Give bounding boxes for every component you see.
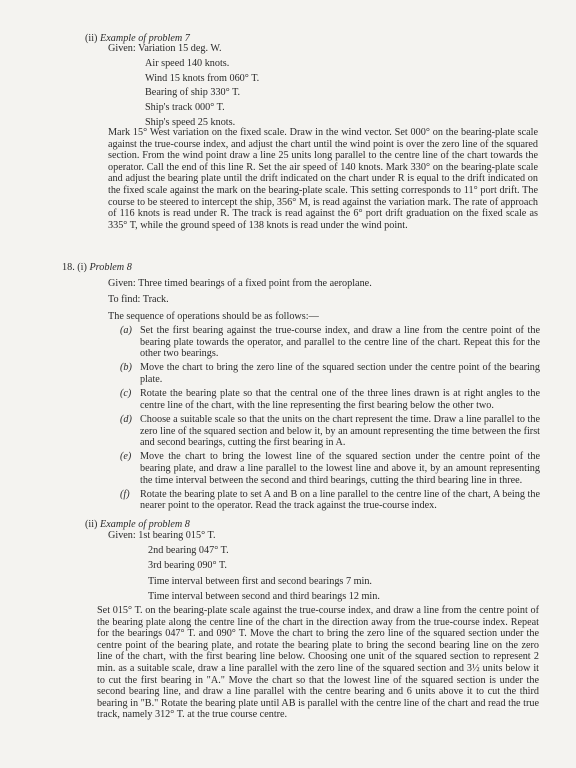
given-line: Bearing of ship 330° T. [145,87,241,99]
example-8-title: Example of problem 8 [100,519,190,530]
section-number: 18. (i) [62,262,87,273]
given-line: 3rd bearing 090° T. [148,560,227,572]
list-item: (c) Rotate the bearing plate so that the central one of the three lines drawn is at right angles to the centre line of the chart, with the line representing the first bearing below the other two. [120,388,540,411]
given-line: Ship's track 000° T. [145,102,225,114]
list-item: (a) Set the first bearing against the true-course index, and draw a line from the centre point of the bearing plate towards the operator, and parallel to the centre line of the chart. Repeat this for the other two bearings. [120,325,540,360]
example-7-given [108,42,259,131]
given-label: Given: [108,530,136,541]
problem-8-to-find: To find: Track. [108,294,169,305]
example-7-paragraph: Mark 15° West variation on the fixed scale. Draw in the wind vector. Set 000° on the bearing-plate scale against the true-course index, and adjust the chart until the wind point is over the zero line of the squared section. From the wind point draw a line 25 units long parallel to the centre line of the chart towards the operator. Call the end of this line R. Set the air speed of 140 knots. Mark 330° on the bearing-plate scale and adjust the bearing plate until the drift indicated on the chart under R is equal to the drift indicated on the fixed scale against the mark on the bearing-plate scale. This setting corresponds to 11° port drift. The course to be steered to intercept the ship, 356° M, is read against the variation mark. The rate of approach of 116 knots is read under R. The track is read against the 6° port drift graduation on the fixed scale as 335° T, while the ground speed of 138 knots is read under the wind point. [108,127,538,231]
example-8-paragraph: Set 015° T. on the bearing-plate scale against the true-course index, and draw a line from the centre point of the bearing plate along the centre line of the chart in the direction away from the true-course index. Repeat for the bearings 047° T. and 090° T. Move the chart to bring the zero line of the squared section under the centre point of the bearing plate, and rotate the bearing plate to bring the second bearing line on the zero line of the chart, with the first bearing line below. Choosing one unit of the squared section to represent 2 min. as a suitable scale, draw a line parallel with the zero line of the squared section and 3½ units below it to cut the first bearing in "A." Move the chart so that the lowest line of the squared section is under the second bearing line, and draw a line parallel with the centre bearing and 6 units above it to cut the third bearing in "B." Rotate the bearing plate until AB is parallel with the centre line of the chart and read the true track, namely 312° T. at the true course centre. [97,605,539,721]
example-7-number: (ii) [85,33,98,44]
problem-8-given: Given: Three timed bearings of a fixed point from the aeroplane. [108,278,372,289]
section-18-heading [62,262,132,274]
example-7-title: Example of problem 7 [100,33,190,44]
steps-list [120,325,540,514]
list-item: (d) Choose a suitable scale so that the units on the chart represent the time. Draw a line parallel to the zero line of the squared section and below it, by an amount representing the time between the first and second bearings, cutting the first bearing in A. [120,413,540,449]
given-line: Ship's speed 25 knots. [145,116,236,128]
list-item: (e) Move the chart to bring the lowest line of the squared section under the centre point of the bearing plate, and draw a line parallel to the lowest line and above it, by an amount representing the time interval between the second and third bearings, cutting the third bearing line in three. [120,451,540,486]
list-item: (f) Rotate the bearing plate to set A and B on a line parallel to the centre line of the chart, A being the nearer point to the operator. Read the track against the true-course index. [120,488,540,512]
given-line: Time interval between first and second bearings 7 min. [148,575,372,587]
given-line: Variation 15 deg. W. [138,43,222,54]
given-label: Given: [108,43,136,54]
given-line: Air speed 140 knots. [145,57,230,69]
given-line: 1st bearing 015° T. [138,530,216,541]
given-line: Wind 15 knots from 060° T. [145,72,260,84]
given-line: Time interval between second and third bearings 12 min. [148,590,380,602]
section-title: Problem 8 [89,262,132,273]
example-8-number: (ii) [85,519,98,530]
sequence-intro: The sequence of operations should be as follows:— [108,311,319,322]
given-line: 2nd bearing 047° T. [148,545,229,557]
example-8-given [108,528,380,604]
list-item: (b) Move the chart to bring the zero line of the squared section under the centre point of the bearing plate. [120,362,540,385]
